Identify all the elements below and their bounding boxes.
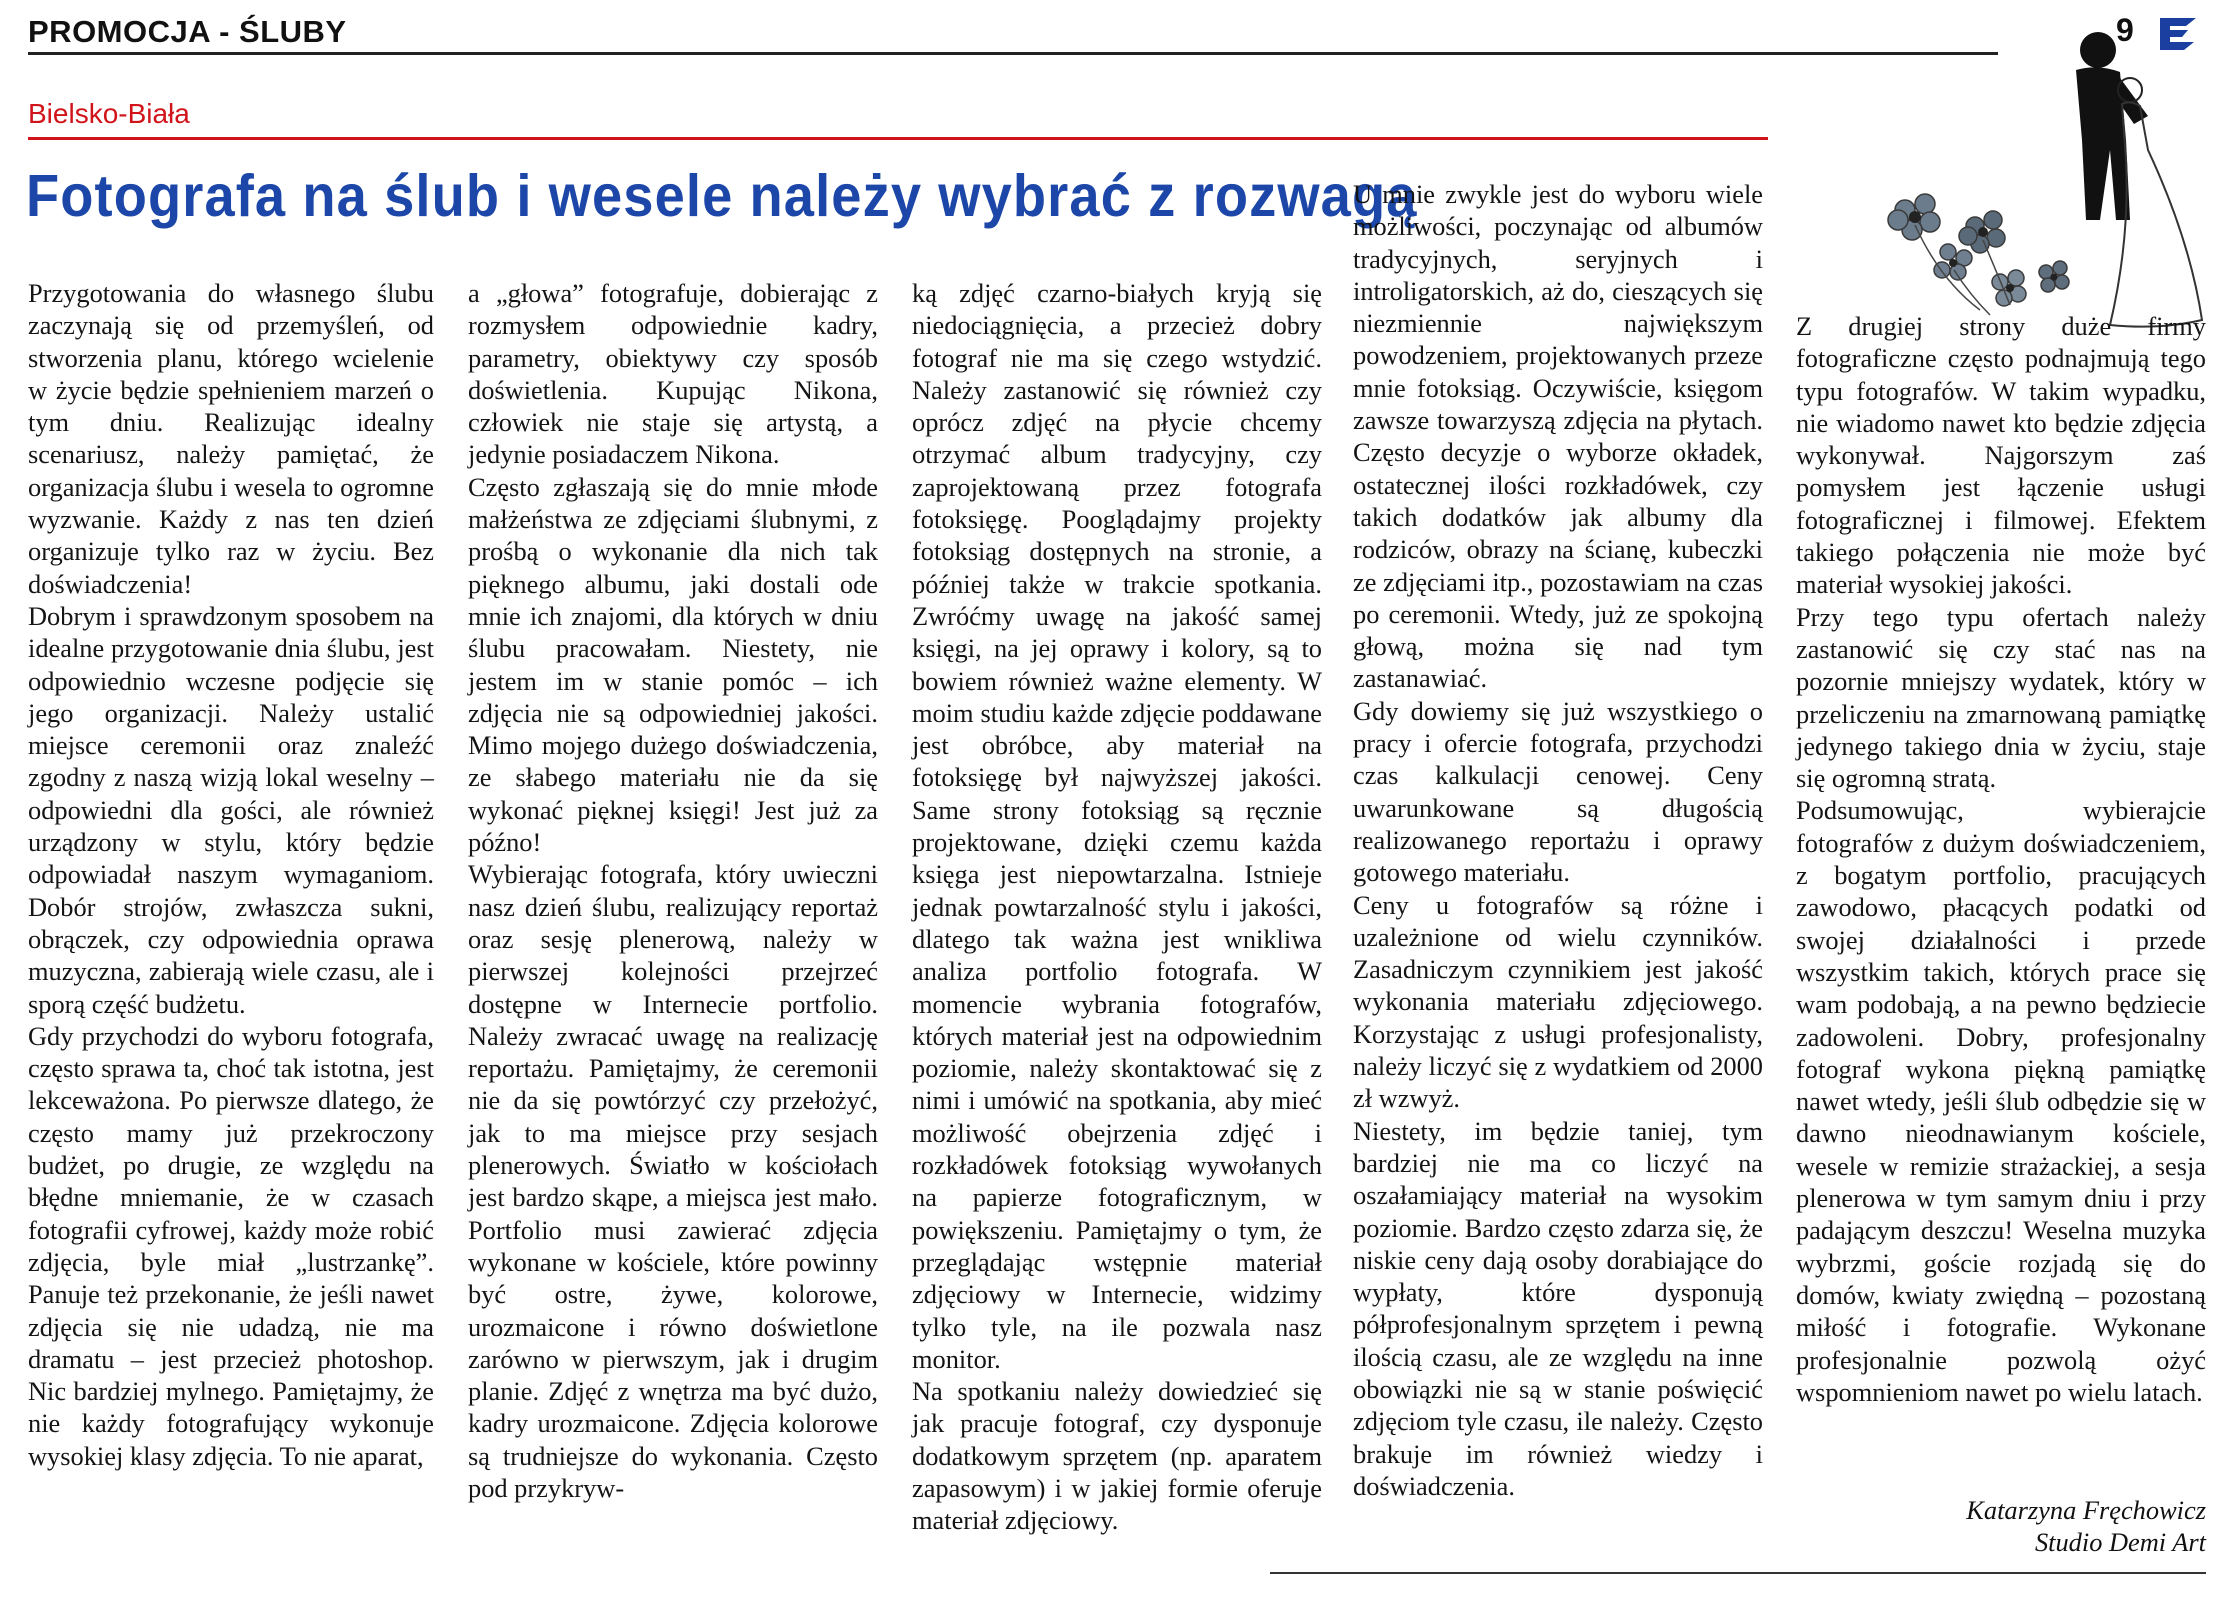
article-column-2 xyxy=(468,277,878,1504)
article-column-1 xyxy=(28,277,434,1472)
page-number: 9 xyxy=(2116,12,2134,48)
article-headline: Fotografa na ślub i wesele należy wybrać z rozwagą xyxy=(26,163,1418,229)
paragraph: Niestety, im będzie taniej, tym bardziej nie ma co liczyć na oszałamiający materiał na wysokim poziomie. Bardzo często zdarza się, że niskie ceny dają osoby dorabiające do wypłaty, które dysponują półprofesjonalnym sprzętem i pewną ilością czasu, ale ze względu na inne obowiązki nie są w stanie poświęcić zdjęciom tyle czasu, ile należy. Często brakuje im również wiedzy i doświadczenia. xyxy=(1353,1115,1763,1501)
location-divider xyxy=(28,137,1768,140)
studio-name: Studio Demi Art xyxy=(2034,1527,2206,1558)
article-column-5 xyxy=(1796,310,2206,1408)
location-label: Bielsko-Biała xyxy=(28,98,190,129)
section-header: PROMOCJA - ŚLUBY xyxy=(28,14,347,49)
author-name: Katarzyna Fręchowicz xyxy=(1966,1495,2206,1525)
article-column-4 xyxy=(1353,178,1763,1502)
paragraph: Gdy dowiemy się już wszystkiego o pracy i ofercie fotografa, przychodzi czas kalkulacji cenowej. Ceny uwarunkowane są długością realizowanego reportażu i oprawy gotowego materiału. xyxy=(1353,695,1763,888)
article-byline xyxy=(1796,1494,2206,1559)
paragraph: Przygotowania do własnego ślubu zaczynają się od przemyśleń, od stworzenia planu, którego wcielenie w życie będzie spełnieniem marzeń o tym dniu. Realizując idealny scenariusz, należy pamiętać, że organizacja ślubu i wesela to ogromne wyzwanie. Każdy z nas ten dzień organizuje tylko raz w życiu. Bez doświadczenia! xyxy=(28,278,434,599)
footer-divider xyxy=(1270,1572,2206,1574)
paragraph: U mnie zwykle jest do wyboru wiele możliwości, poczynając od albumów tradycyjnych, seryjnych i introligatorskich, aż do, cieszących się niezmiennie największym powodzeniem, projektowanych przeze mnie fotoksiąg. Oczywiście, księgom zawsze towarzyszą zdjęcia na płytach. Często decyzje o wyborze okładek, ostatecznej ilości rozkładówek, czy takich dodatków jak albumy dla rodziców, obrazy na ścianę, kubeczki ze zdjęciami itp., pozostawiam na czas po ceremonii. Wtedy, już ze spokojną głową, można się nad tym zastanawiać. xyxy=(1353,179,1763,694)
paragraph: Wybierając fotografa, który uwieczni nasz dzień ślubu, realizujący reportaż oraz sesję plenerową, należy w pierwszej kolejności przejrzeć dostępne w Internecie portfolio. Należy zwracać uwagę na realizację reportażu. Pamiętajmy, że ceremonii nie da się powtórzyć czy przełożyć, jak to ma miejsce przy sesjach plenerowych. Światło w kościołach jest bardzo skąpe, a miejsca jest mało. Portfolio musi zawierać zdjęcia wykonane w kościele, które powinny być ostre, żywe, kolorowe, urozmaicone i równo doświetlone zarówno w pierwszym, jak i drugim planie. Zdjęć z wnętrza ma być dużo, kadry urozmaicone. Zdjęcia kolorowe są trudniejsze do wykonania. Często pod przykryw- xyxy=(468,859,878,1503)
paragraph: Podsumowując, wybierajcie fotografów z dużym doświadczeniem, z bogatym portfolio, pracujących zawodowo, płacących podatki od swojej działalności i przede wszystkim takich, których prace się wam podobają, a na pewno będziecie zadowoleni. Dobry, profesjonalny fotograf wykona piękną pamiątkę nawet wtedy, jeśli ślub odbędzie się w dawno nieodnawianym kościele, wesele w remizie strażackiej, a sesja plenerowa w tym samym dniu i przy padającym deszczu! Weselna muzyka wybrzmi, goście rozjadą się do domów, kwiaty zwiędną – pozostaną miłość i fotografie. Wykonane profesjonalnie pozwolą ożyć wspomnieniom nawet po wielu latach. xyxy=(1796,795,2206,1407)
article-column-3 xyxy=(912,277,1322,1537)
paragraph: Ceny u fotografów są różne i uzależnione od wielu czynników. Zasadniczym czynnikiem jest jakość wykonania materiału zdjęciowego. Korzystając z usługi profesjonalisty, należy liczyć się z wydatkiem od 2000 zł wzwyż. xyxy=(1353,889,1763,1114)
wedding-couple-flowers-illustration xyxy=(1830,20,2210,340)
paragraph: Często zgłaszają się do mnie młode małżeństwa ze zdjęciami ślubnymi, z prośbą o wykonanie dla nich tak pięknego albumu, jaki dostali ode mnie ich znajomi, dla których w dniu ślubu pracowałam. Niestety, nie jestem im w stanie pomóc – ich zdjęcia nie są odpowiedniej jakości. Mimo mojego dużego doświadczenia, ze słabego materiału nie da się wykonać pięknej księgi! Jest już za późno! xyxy=(468,471,878,858)
paragraph: Dobrym i sprawdzonym sposobem na idealne przygotowanie dnia ślubu, jest odpowiednio wczesne podjęcie się jego organizacji. Należy ustalić miejsce ceremonii oraz znaleźć zgodny z naszą wizją lokal weselny – odpowiedni dla gości, ale również urządzony w stylu, który będzie odpowiadał naszym wymaganiom. Dobór strojów, zwłaszcza sukni, obrączek, czy odpowiednia oprawa muzyczna, zabierają wiele czasu, ale i sporą część budżetu. xyxy=(28,600,434,1019)
paragraph: Gdy przychodzi do wyboru fotografa, często sprawa ta, choć tak istotna, jest lekceważona. Po pierwsze dlatego, że często mamy już przekroczony budżet, po drugie, ze względu na błędne mniemanie, że w czasach fotografii cyfrowej, każdy może robić zdjęcia, byle miał „lustrzankę”. Panuje też przekonanie, że jeśli nawet zdjęcia się nie udadzą, nie ma dramatu – jest przecież photoshop. Nic bardziej mylnego. Pamiętajmy, że nie każdy fotografujący wykonuje wysokiej klasy zdjęcia. To nie aparat, xyxy=(28,1020,434,1471)
paragraph: Z drugiej strony duże firmy fotograficzne często podnajmują tego typu fotografów. W takim wypadku, nie wiadomo nawet kto będzie zdjęcia wykonywał. Najgorszym zaś pomysłem jest łączenie usługi fotograficznej i filmowej. Efektem takiego połączenia nie może być materiał wysokiej jakości. xyxy=(1796,311,2206,600)
paragraph: Na spotkaniu należy dowiedzieć się jak pracuje fotograf, czy dysponuje dodatkowym sprzętem (np. aparatem zapasowym) i w jakiej formie oferuje materiał zdjęciowy. xyxy=(912,1376,1322,1536)
paragraph: Przy tego typu ofertach należy zastanowić się czy stać nas na pozornie mniejszy wydatek, który w przeliczeniu na zmarnowaną pamiątkę jedynego takiego dnia w życiu, staje się ogromną stratą. xyxy=(1796,601,2206,794)
paragraph: ką zdjęć czarno-białych kryją się niedociągnięcia, a przecież dobry fotograf nie ma się czego wstydzić. Należy zastanowić się również czy oprócz zdjęć na płycie chcemy otrzymać album tradycyjny, czy zaprojektowaną przez fotografa fotoksięgę. Pooglądajmy projekty fotoksiąg dostępnych na stronie, a później także w trakcie spotkania. Zwróćmy uwagę na jakość samej księgi, na jej oprawy i kolory, są to bowiem również ważne elementy. W moim studiu każde zdjęcie poddawane jest obróbce, aby materiał na fotoksięgę był najwyższej jakości. Same strony fotoksiąg są ręcznie projektowane, dzięki czemu każda księga jest niepowtarzalna. Istnieje jednak powtarzalność stylu i jakości, dlatego tak ważna jest wnikliwa analiza portfolio fotografa. W momencie wybrania fotografów, których materiał jest na odpowiednim poziomie, należy skontaktować się z nimi i umówić na spotkania, aby mieć możliwość obejrzenia zdjęć i rozkładówek fotoksiąg wywołanych na papierze fotograficznym, w powiększeniu. Pamiętajmy o tym, że przeglądając wstępnie materiał zdjęciowy w Internecie, widzimy tylko tyle, na ile pozwala nasz monitor. xyxy=(912,278,1322,1374)
paragraph: a „głowa” fotografuje, dobierając z rozmysłem odpowiednie kadry, parametry, obiektywy czy sposób doświetlenia. Kupując Nikona, człowiek nie staje się artystą, a jedynie posiadaczem Nikona. xyxy=(468,278,878,470)
header-divider xyxy=(28,52,1998,55)
